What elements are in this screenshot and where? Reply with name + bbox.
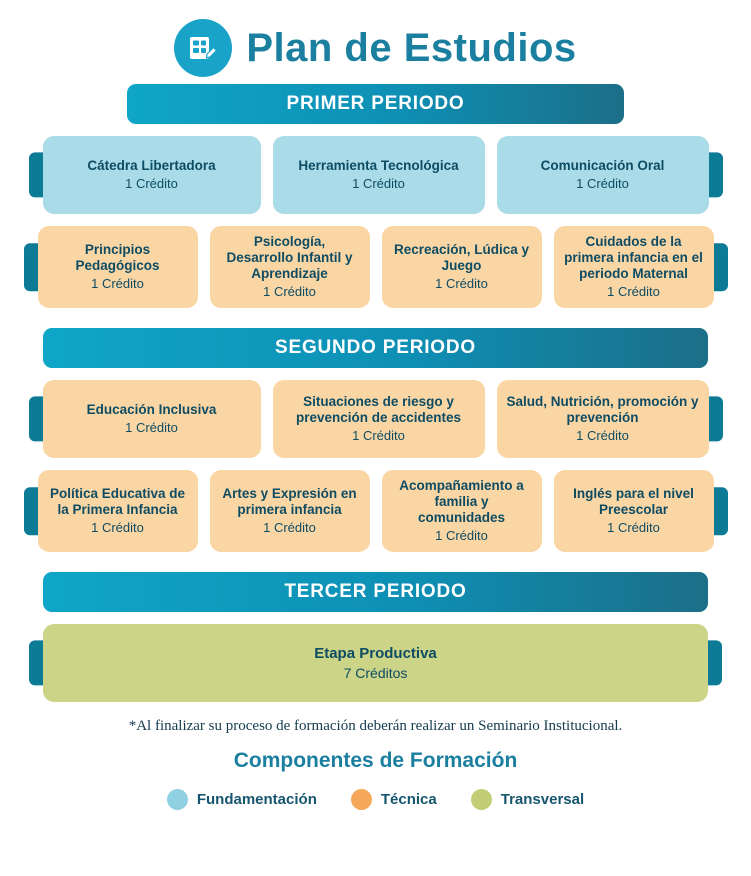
course-row-3 xyxy=(0,380,751,458)
course-credit: 7 Créditos xyxy=(343,664,408,681)
course-card[interactable] xyxy=(273,380,485,458)
course-card[interactable] xyxy=(382,226,542,308)
page-header xyxy=(0,0,751,84)
course-card[interactable] xyxy=(497,380,709,458)
course-name: Cuidados de la primera infancia en el periodo Maternal xyxy=(564,234,703,282)
legend-item-label: Fundamentación xyxy=(196,791,317,808)
course-credit: 1 Crédito xyxy=(352,176,405,192)
course-credit: 1 Crédito xyxy=(125,420,178,436)
course-name: Educación Inclusiva xyxy=(86,402,217,418)
course-name: Política Educativa de la Primera Infancia xyxy=(49,486,186,518)
course-credit: 1 Crédito xyxy=(91,276,144,292)
course-name: Salud, Nutrición, promoción y prevención xyxy=(506,394,699,426)
course-name: Recreación, Lúdica y Juego xyxy=(393,242,530,274)
course-credit: 1 Crédito xyxy=(125,176,178,192)
period-banner-label: PRIMER PERIODO xyxy=(127,84,624,124)
legend-title: Componentes de Formación xyxy=(233,749,518,772)
course-credit: 1 Crédito xyxy=(607,520,660,536)
course-row-4 xyxy=(0,470,751,552)
legend-item-label: Técnica xyxy=(380,791,437,808)
page-title: Plan de Estudios xyxy=(246,26,577,70)
course-card[interactable] xyxy=(38,470,198,552)
legend-item-tecnica xyxy=(351,789,437,810)
period-banner-primer xyxy=(0,84,751,124)
course-card[interactable] xyxy=(497,136,709,214)
period-banner-label: TERCER PERIODO xyxy=(43,572,708,612)
course-card[interactable] xyxy=(382,470,542,552)
course-credit: 1 Crédito xyxy=(576,428,629,444)
course-name: Inglés para el nivel Preescolar xyxy=(573,486,694,518)
course-credit: 1 Crédito xyxy=(91,520,144,536)
course-name: Principios Pedagógicos xyxy=(75,242,160,274)
course-card[interactable] xyxy=(38,226,198,308)
document-checklist-icon xyxy=(174,19,232,77)
course-name: Acompañamiento a familia y comunidades xyxy=(399,478,524,526)
course-card[interactable] xyxy=(43,380,261,458)
legend xyxy=(0,773,751,810)
period-banner-tercer xyxy=(0,572,751,612)
legend-color-dot xyxy=(167,789,188,810)
course-row-1 xyxy=(0,136,751,214)
course-credit: 1 Crédito xyxy=(576,176,629,192)
period-banner-label: SEGUNDO PERIODO xyxy=(43,328,708,368)
legend-item-fundamentacion xyxy=(167,789,317,810)
course-card[interactable] xyxy=(273,136,485,214)
course-card[interactable] xyxy=(554,226,714,308)
course-credit: 1 Crédito xyxy=(435,276,488,292)
legend-item-label: Transversal xyxy=(500,791,585,808)
course-card[interactable] xyxy=(210,226,370,308)
course-name: Comunicación Oral xyxy=(540,158,665,174)
course-name: Herramienta Tecnológica xyxy=(298,158,459,174)
course-name: Cátedra Libertadora xyxy=(87,158,216,174)
course-credit: 1 Crédito xyxy=(435,528,488,544)
course-name: Artes y Expresión en primera infancia xyxy=(222,486,357,518)
period-banner-segundo xyxy=(0,328,751,368)
legend-color-dot xyxy=(471,789,492,810)
course-card[interactable] xyxy=(554,470,714,552)
course-name: Situaciones de riesgo y prevención de accidentes xyxy=(295,394,462,426)
course-name: Psicología, Desarrollo Infantil y Aprendizaje xyxy=(226,234,353,282)
footnote: *Al finalizar su proceso de formación deberán realizar un Seminario Institucional. xyxy=(128,718,623,734)
legend-color-dot xyxy=(351,789,372,810)
course-name: Etapa Productiva xyxy=(314,644,437,662)
course-credit: 1 Crédito xyxy=(263,284,316,300)
course-card[interactable] xyxy=(210,470,370,552)
course-credit: 1 Crédito xyxy=(607,284,660,300)
course-row-2 xyxy=(0,226,751,308)
course-card[interactable] xyxy=(43,624,708,702)
course-credit: 1 Crédito xyxy=(352,428,405,444)
course-row-5 xyxy=(0,624,751,702)
course-credit: 1 Crédito xyxy=(263,520,316,536)
course-card[interactable] xyxy=(43,136,261,214)
legend-item-transversal xyxy=(471,789,584,810)
